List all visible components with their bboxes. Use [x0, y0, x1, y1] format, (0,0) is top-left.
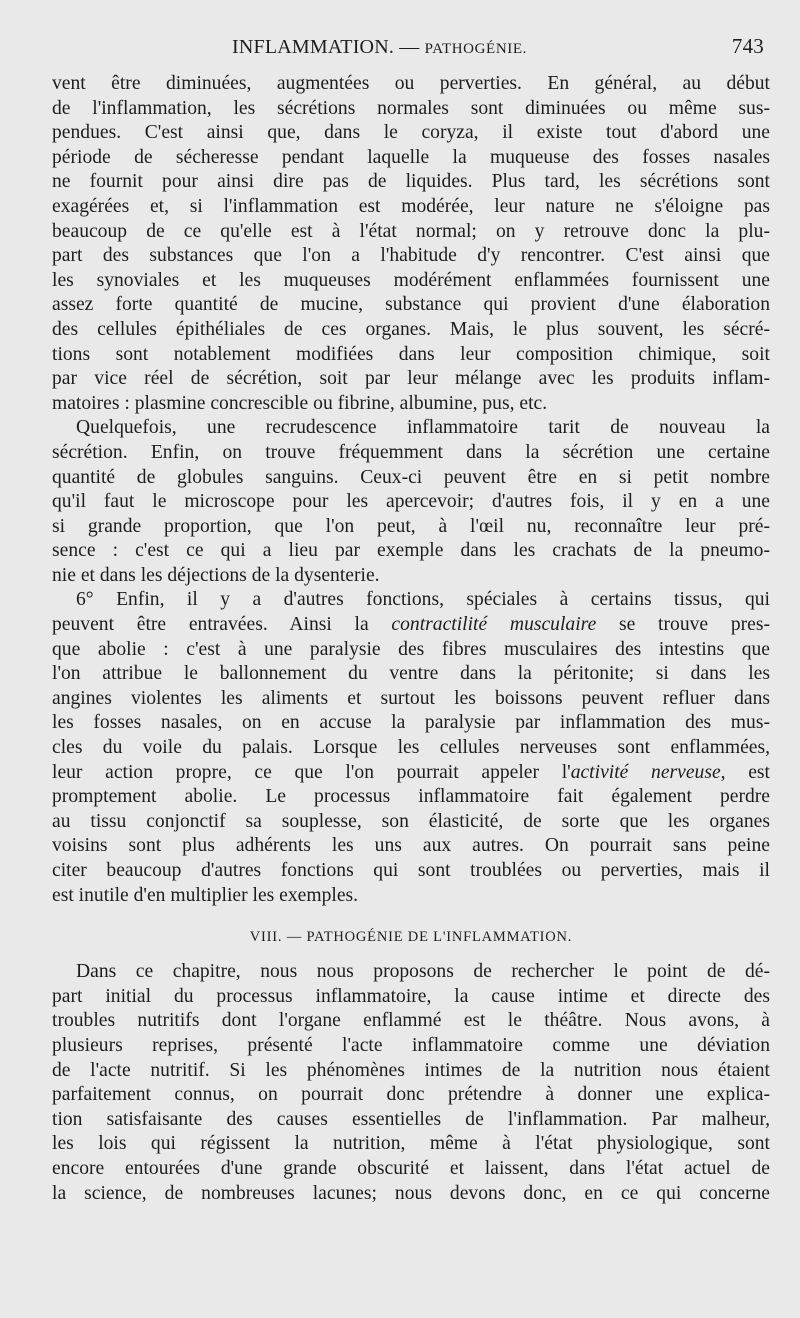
- text-line: les lois qui régissent la nutrition, même à l'état physiologique, sont: [52, 1133, 770, 1155]
- text-line: tion satisfaisante des causes essentielles de l'inflammation. Par malheur,: [52, 1108, 770, 1130]
- text-line: l'on attribue le ballonnement du ventre dans la péritonite; si dans les: [52, 663, 770, 685]
- paragraph-2: [52, 416, 770, 588]
- text-line: pendues. C'est ainsi que, dans le coryza, il existe tout d'abord une: [52, 122, 770, 144]
- text-line: Dans ce chapitre, nous nous proposons de rechercher le point de dé-: [76, 961, 770, 983]
- running-head-main: INFLAMMATION.: [232, 36, 395, 58]
- text-line: plusieurs reprises, présenté l'acte inflammatoire comme une déviation: [52, 1034, 770, 1056]
- text-line: assez forte quantité de mucine, substance qui provient d'une élaboration: [52, 294, 770, 316]
- text-line: de l'acte nutritif. Si les phénomènes intimes de la nutrition nous étaient: [52, 1059, 770, 1081]
- text-line: au tissu conjonctif sa souplesse, son élasticité, de sorte que les organes: [52, 810, 770, 832]
- text-line: vent être diminuées, augmentées ou perverties. En général, au début: [52, 73, 770, 94]
- text-line: citer beaucoup d'autres fonctions qui sont troublées ou perverties, mais il: [52, 860, 770, 881]
- text-line: [52, 613, 770, 638]
- text-fragment: peuvent être entravées. Ainsi la: [52, 614, 369, 636]
- text-line: de l'inflammation, les sécrétions normales sont diminuées ou même sus-: [52, 97, 770, 119]
- italic-term-activite: activité nerveuse: [570, 761, 721, 783]
- text-line: cles du voile du palais. Lorsque les cellules nerveuses sont enflammées,: [52, 737, 770, 759]
- paragraph-4: [52, 960, 770, 1206]
- running-head-dash: —: [399, 36, 420, 58]
- section-heading: VIII. — PATHOGÉNIE DE L'INFLAMMATION.: [249, 929, 573, 946]
- text-fragment: se trouve pres-: [619, 614, 770, 636]
- text-line: parfaitement connus, on pourrait donc prétendre à donner une explica-: [52, 1084, 770, 1106]
- text-line: par vice réel de sécrétion, soit par leur mélange avec les produits inflam-: [52, 368, 770, 390]
- text-line: encore entourées d'une grande obscurité et laissent, dans l'état actuel de: [52, 1157, 770, 1179]
- paragraph-1: [52, 72, 770, 416]
- paragraph-3: [52, 588, 770, 908]
- text-line: angines violentes les aliments et surtout les boissons peuvent refluer dans: [52, 687, 770, 709]
- text-line: exagérées et, si l'inflammation est modérée, leur nature ne s'éloigne pas: [52, 195, 770, 217]
- text-line: Quelquefois, une recrudescence inflammatoire tarit de nouveau la: [76, 417, 770, 439]
- text-line: période de sécheresse pendant laquelle la muqueuse des fosses nasales: [52, 146, 770, 168]
- running-head-title: [232, 36, 527, 59]
- text-line: si grande proportion, que l'on peut, à l'œil nu, reconnaître leur pré-: [52, 515, 770, 537]
- text-line: beaucoup de ce qu'elle est à l'état normal; on y retrouve donc la plu-: [52, 220, 770, 242]
- text-line: tions sont notablement modifiées dans leur composition chimique, soit: [52, 343, 770, 365]
- text-line: que abolie : c'est à une paralysie des fibres musculaires des intestins que: [52, 638, 770, 660]
- text-line: 6° Enfin, il y a d'autres fonctions, spéciales à certains tissus, qui: [76, 589, 770, 611]
- text-line: est inutile d'en multiplier les exemples.: [52, 884, 359, 906]
- text-line: troubles nutritifs dont l'organe enflammé est le théâtre. Nous avons, à: [52, 1010, 770, 1032]
- text-line: des cellules épithéliales de ces organes. Mais, le plus souvent, les sécré-: [52, 318, 770, 340]
- text-line: les synoviales et les muqueuses modérément enflammées fournissent une: [52, 269, 770, 291]
- text-line: ne fournit pour ainsi dire pas de liquides. Plus tard, les sécrétions sont: [52, 171, 770, 193]
- text-line: quantité de globules sanguins. Ceux-ci peuvent être en si petit nombre: [52, 466, 770, 488]
- running-head-sub: PATHOGÉNIE.: [424, 41, 527, 57]
- text-line: nie et dans les déjections de la dysenterie.: [52, 564, 380, 586]
- text-fragment: , est: [720, 761, 770, 783]
- text-line: sence : c'est ce qui a lieu par exemple dans les crachats de la pneumo-: [52, 540, 770, 562]
- text-line: qu'il faut le microscope pour les apercevoir; d'autres fois, il y en a une: [52, 491, 770, 513]
- text-line: les fosses nasales, on en accuse la paralysie par inflammation des mus-: [52, 712, 770, 734]
- text-fragment: leur action propre, ce que l'on pourrait appeler l': [52, 761, 571, 783]
- text-line: part des substances que l'on a l'habitude d'y rencontrer. C'est ainsi que: [52, 245, 770, 267]
- text-line: part initial du processus inflammatoire, la cause intime et directe des: [52, 985, 770, 1007]
- text-line: promptement abolie. Le processus inflammatoire fait également perdre: [52, 786, 770, 808]
- text-line: matoires : plasmine concrescible ou fibrine, albumine, pus, etc.: [52, 392, 548, 414]
- text-line: voisins sont plus adhérents les uns aux autres. On pourrait sans peine: [52, 835, 770, 857]
- page-number: 743: [731, 34, 764, 58]
- text-line: la science, de nombreuses lacunes; nous devons donc, en ce qui concerne: [52, 1182, 770, 1204]
- text-line: [52, 761, 770, 786]
- italic-term-contractilite: contractilité musculaire: [391, 614, 597, 636]
- running-head: [52, 34, 770, 72]
- body-text: [52, 72, 770, 1206]
- text-line: sécrétion. Enfin, on trouve fréquemment dans la sécrétion une certaine: [52, 441, 770, 463]
